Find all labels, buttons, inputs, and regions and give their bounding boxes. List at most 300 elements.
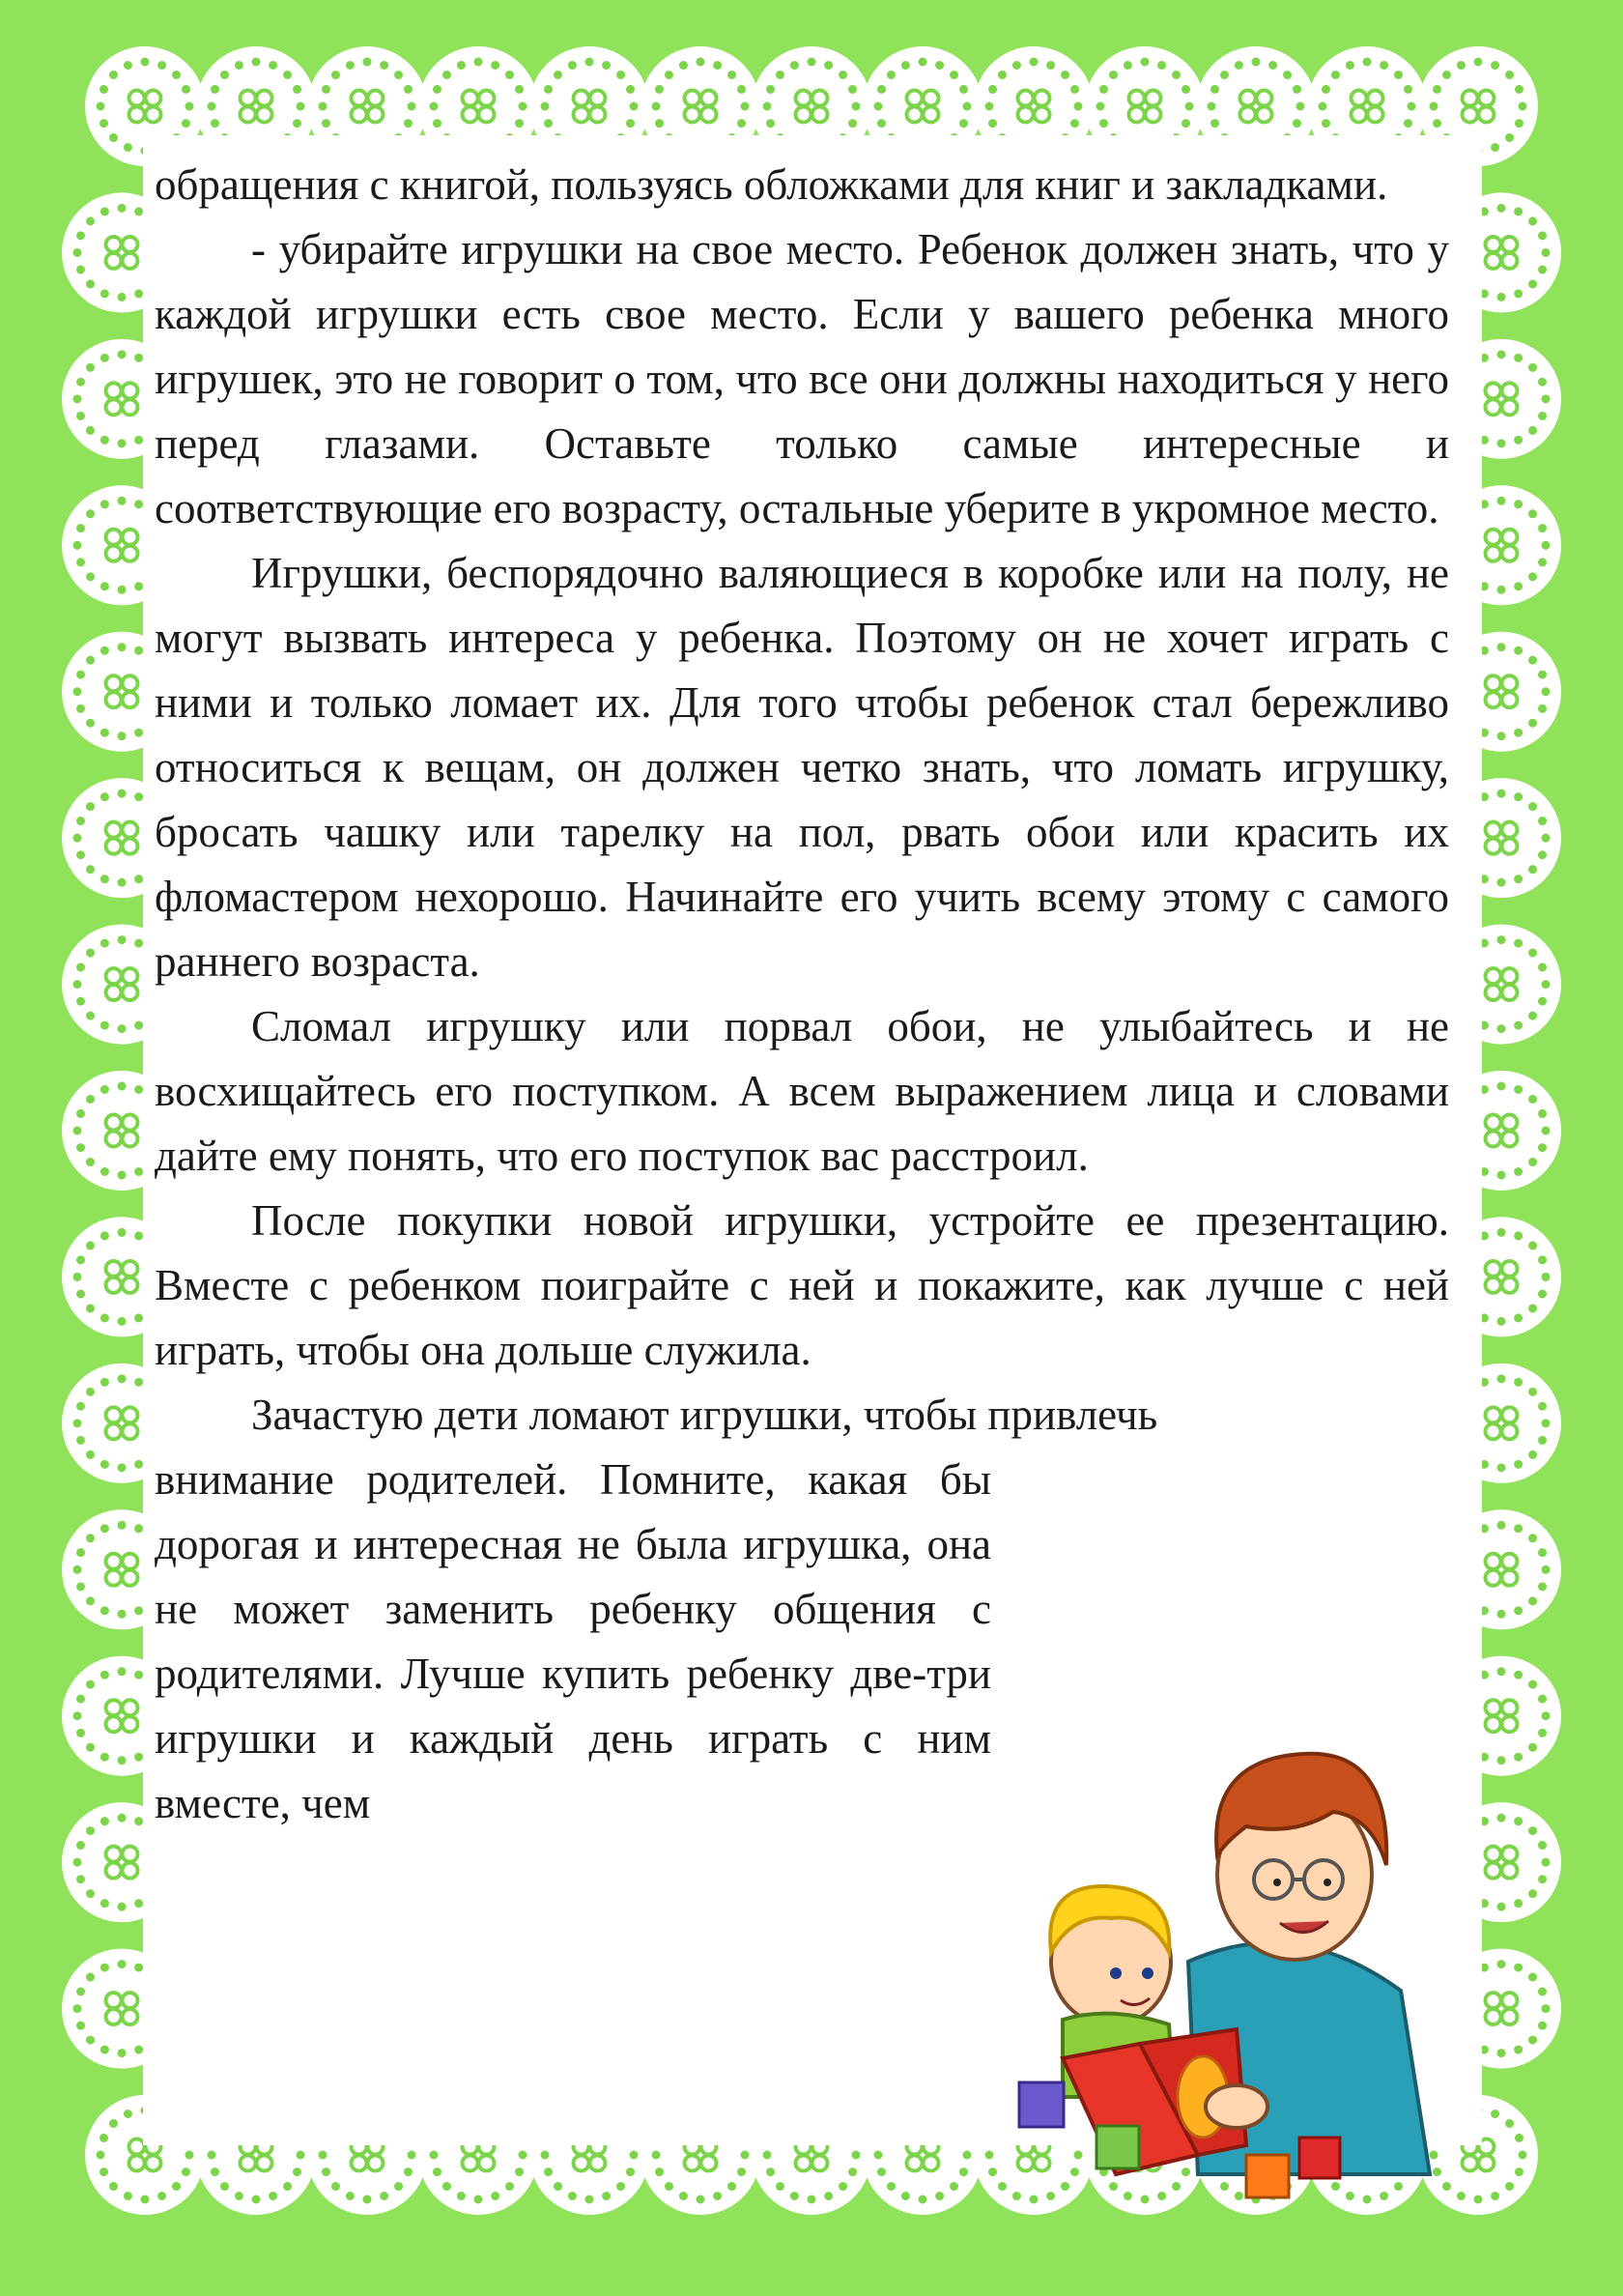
lace-dot (713, 2192, 722, 2200)
lace-dot (182, 2167, 190, 2176)
lace-dot (491, 61, 499, 70)
lace-dot (76, 1582, 85, 1591)
lace-dot (109, 2182, 118, 2191)
lace-dot (1497, 1960, 1506, 1968)
lace-dot (808, 2196, 816, 2204)
lace-dot (1519, 102, 1527, 111)
lace-dot (118, 1756, 127, 1765)
lace-dot (1497, 1521, 1506, 1530)
lace-dot (76, 412, 85, 420)
lace-dot (86, 1012, 95, 1020)
lace-dot (519, 2151, 527, 2160)
lace-dot (1505, 133, 1514, 142)
paragraph-1: обращения с книгой, пользуясь обложками для книг и закладками. (155, 160, 1388, 209)
lace-dot (76, 1255, 85, 1264)
lace-dot (76, 997, 85, 1006)
lace-dot (457, 61, 466, 70)
lace-dot (1497, 1171, 1506, 1180)
lace-dot (134, 939, 143, 948)
lace-dot (935, 2192, 944, 2200)
lace-dot (1538, 1402, 1547, 1411)
lace-dot (1542, 1711, 1551, 1720)
lace-dot (1528, 216, 1537, 225)
lace-dot (1538, 997, 1547, 1006)
lace-dot (319, 102, 327, 111)
lace-dot (73, 248, 82, 257)
lace-dot (100, 1899, 109, 1908)
lace-dot (541, 2151, 550, 2160)
lace-dot (134, 1524, 143, 1533)
lace-dot (124, 61, 132, 70)
lace-dot (76, 817, 85, 825)
lace-dot (737, 119, 746, 128)
lace-dot (208, 102, 216, 111)
lace-dot (505, 2182, 514, 2191)
lace-dot (727, 71, 736, 79)
lace-dot (1528, 1534, 1537, 1542)
lace-dot (1210, 119, 1219, 128)
lace-dot (1497, 878, 1506, 887)
lace-dot (100, 2046, 109, 2054)
lace-dot (1099, 85, 1108, 94)
lace-dot (86, 802, 95, 811)
lace-dot (100, 436, 109, 445)
lace-dot (1515, 2167, 1523, 2176)
lace-dot (86, 1826, 95, 1835)
lace-dot (824, 2192, 833, 2200)
lace-dot (252, 58, 261, 67)
lace-dot (73, 1858, 82, 1867)
lace-dot (1528, 363, 1537, 372)
lace-dot (790, 2192, 799, 2200)
lace-dot (118, 732, 127, 740)
lace-dot (100, 875, 109, 883)
lace-dot (1514, 729, 1523, 737)
lace-dot (182, 119, 190, 128)
lace-dot (76, 1436, 85, 1445)
lace-dot (293, 2167, 301, 2176)
lace-dot (1061, 71, 1069, 79)
lace-dot (86, 656, 95, 665)
lace-dot (1514, 939, 1523, 948)
lace-dot (679, 2192, 688, 2200)
lace-dot (1109, 71, 1118, 79)
lace-dot (76, 704, 85, 713)
lace-dot (73, 394, 82, 403)
lace-dot (1433, 85, 1441, 94)
lace-dot (134, 875, 143, 883)
lace-dot (118, 497, 127, 505)
lace-dot (100, 792, 109, 801)
lace-dot (331, 71, 340, 79)
lace-dot (919, 58, 927, 67)
lace-dot (157, 61, 166, 70)
lace-dot (363, 58, 372, 67)
lace-dot (491, 2192, 499, 2200)
lace-dot (457, 2192, 466, 2200)
lace-dot (118, 1171, 127, 1180)
lace-dot (1538, 558, 1547, 566)
lace-dot (86, 1304, 95, 1312)
lace-dot (269, 2192, 277, 2200)
lace-dot (134, 1964, 143, 1972)
lace-dot (269, 61, 277, 70)
lace-dot (1514, 792, 1523, 801)
lace-dot (1515, 2134, 1523, 2142)
lace-dot (544, 85, 553, 94)
lace-dot (1514, 1021, 1523, 1030)
lace-dot (848, 2167, 857, 2176)
lace-dot (679, 61, 688, 70)
lace-dot (118, 1610, 127, 1619)
lace-dot (766, 2167, 775, 2176)
lace-dot (848, 85, 857, 94)
lace-dot (1220, 71, 1229, 79)
lace-dot (172, 71, 181, 79)
lace-dot (118, 1374, 127, 1383)
lace-dot (554, 2182, 562, 2191)
lace-dot (76, 2022, 85, 2030)
lace-dot (76, 1143, 85, 1152)
lace-dot (118, 878, 127, 887)
lace-dot (1514, 289, 1523, 298)
lace-dot (737, 2167, 746, 2176)
lace-dot (118, 1082, 127, 1091)
lace-dot (86, 572, 95, 581)
lace-dot (626, 119, 635, 128)
lace-dot (1497, 350, 1506, 359)
lace-dot (76, 671, 85, 679)
lace-dot (1505, 2182, 1514, 2191)
lace-dot (322, 85, 330, 94)
lace-dot (1538, 704, 1547, 713)
lace-dot (1497, 439, 1506, 447)
lace-dot (1491, 2192, 1499, 2200)
lace-dot (363, 2196, 372, 2204)
lace-dot (737, 85, 746, 94)
lace-dot (616, 71, 625, 79)
lace-dot (100, 1378, 109, 1387)
lace-dot (220, 2182, 229, 2191)
lace-dot (1210, 85, 1219, 94)
lace-dot (1346, 61, 1354, 70)
lace-dot (134, 1021, 143, 1030)
lace-dot (1497, 935, 1506, 944)
lace-dot (1542, 1419, 1551, 1427)
lace-dot (134, 1753, 143, 1762)
lace-dot (118, 1667, 127, 1676)
lace-dot (76, 266, 85, 274)
lace-dot (134, 729, 143, 737)
lace-dot (874, 2151, 883, 2160)
lace-dot (1252, 58, 1261, 67)
lace-dot (877, 119, 886, 128)
lace-dot (86, 1889, 95, 1898)
lace-dot (1514, 1460, 1523, 1469)
lace-dot (1514, 582, 1523, 590)
lace-dot (134, 1167, 143, 1176)
lace-dot (322, 119, 330, 128)
lace-dot (100, 646, 109, 655)
lace-dot (1514, 1231, 1523, 1240)
lace-dot (100, 1671, 109, 1679)
lace-dot (1514, 1167, 1523, 1176)
lace-dot (852, 102, 861, 111)
lace-dot (118, 586, 127, 594)
lace-dot (1433, 119, 1441, 128)
lace-dot (76, 1987, 85, 1995)
lace-dot (1497, 1374, 1506, 1383)
lace-dot (776, 2182, 784, 2191)
lace-dot (1528, 1450, 1537, 1459)
lace-dot (86, 1743, 95, 1752)
lace-dot (1497, 1317, 1506, 1326)
lace-dot (1074, 102, 1083, 111)
lace-dot (157, 2192, 166, 2200)
lace-dot (73, 1273, 82, 1281)
lace-dot (1497, 2049, 1506, 2057)
lace-dot (76, 1290, 85, 1299)
lace-dot (568, 2192, 577, 2200)
lace-dot (1497, 1610, 1506, 1619)
lace-dot (515, 85, 524, 94)
lace-dot (839, 2182, 847, 2191)
lace-dot (1542, 394, 1551, 403)
lace-dot (959, 2167, 968, 2176)
lace-dot (1497, 1082, 1506, 1091)
lace-dot (76, 1402, 85, 1411)
lace-dot (963, 2151, 972, 2160)
lace-dot (134, 1313, 143, 1322)
lace-dot (297, 102, 305, 111)
lace-dot (1528, 1158, 1537, 1166)
lace-dot (848, 119, 857, 128)
lace-dot (100, 1021, 109, 1030)
lace-dot (86, 426, 95, 435)
lace-dot (1491, 61, 1499, 70)
lace-dot (1497, 497, 1506, 505)
lace-dot (1528, 509, 1537, 518)
lace-dot (86, 1241, 95, 1249)
lace-dot (118, 439, 127, 447)
lace-dot (118, 1317, 127, 1326)
lace-dot (100, 207, 109, 215)
lace-dot (1322, 85, 1330, 94)
lace-dot (118, 2049, 127, 2057)
lace-dot (73, 1419, 82, 1427)
lace-dot (109, 133, 118, 142)
lace-dot (433, 2167, 441, 2176)
lace-dot (1030, 58, 1039, 67)
lace-dot (1514, 875, 1523, 883)
lace-dot (1528, 802, 1537, 811)
lace-dot (100, 85, 108, 94)
lace-dot (1528, 719, 1537, 728)
lace-dot (86, 279, 95, 288)
lace-dot (1538, 1841, 1547, 1850)
lace-dot (935, 61, 944, 70)
lace-dot (1141, 58, 1150, 67)
lace-dot (1538, 1290, 1547, 1299)
lace-dot (877, 2167, 886, 2176)
paragraph-6-continued: внимание родителей. Помните, какая бы дорогая и интересная не была игрушка, она не может заменить ребенку общения с родителями. Лучше купить ребенку две-три игрушки и каждый день играть с ним вместе, чем (155, 1455, 991, 1827)
lace-dot (1172, 71, 1181, 79)
lace-dot (118, 293, 127, 301)
lace-dot (73, 1127, 82, 1135)
lace-dot (1505, 2119, 1514, 2128)
lace-dot (1404, 85, 1412, 94)
lace-dot (887, 71, 896, 79)
lace-dot (1096, 102, 1105, 111)
lace-dot (76, 1695, 85, 1704)
lace-dot (1497, 1667, 1506, 1676)
lace-dot (1538, 524, 1547, 532)
lace-dot (602, 61, 611, 70)
lace-dot (1070, 85, 1079, 94)
lace-dot (134, 1378, 143, 1387)
lace-dot (1528, 865, 1537, 874)
lace-dot (626, 85, 635, 94)
lace-dot (100, 289, 109, 298)
lace-dot (808, 58, 816, 67)
lace-dot (134, 1460, 143, 1469)
lace-dot (1283, 71, 1292, 79)
lace-dot (1322, 119, 1330, 128)
lace-dot (766, 119, 775, 128)
lace-dot (1124, 61, 1132, 70)
lace-dot (109, 71, 118, 79)
lace-dot (100, 1524, 109, 1533)
lace-dot (1538, 1875, 1547, 1883)
lace-dot (1491, 143, 1499, 152)
lace-dot (297, 2151, 305, 2160)
lace-dot (1542, 687, 1551, 696)
lace-dot (1497, 1228, 1506, 1237)
lace-dot (86, 1973, 95, 1982)
lace-dot (1528, 1241, 1537, 1249)
lace-dot (100, 500, 109, 508)
paragraph-3: Игрушки, беспорядочно валяющиеся в коробке или на полу, не могут вызвать интереса у ребенка. Поэтому он не хочет играть с ними и только ломает их. Для того чтобы ребенок стал бережливо относиться к вещам, он должен четко знать, что ломать игрушку, бросать чашку или тарелку на пол, рвать обои или красить их фломастером нехорошо. Начинайте его учить всему этому с самого раннего возраста. (155, 549, 1449, 986)
lace-dot (1528, 1596, 1537, 1605)
lace-dot (134, 582, 143, 590)
lace-dot (1538, 671, 1547, 679)
lace-dot (293, 119, 301, 128)
paragraph-5: После покупки новой игрушки, устройте ее презентацию. Вместе с ребенком поиграйте с ней и покажите, как лучше с ней играть, чтобы она дольше служила. (155, 1196, 1449, 1374)
lace-dot (741, 102, 750, 111)
lace-dot (100, 1231, 109, 1240)
lace-dot (919, 2196, 927, 2204)
lace-dot (86, 1680, 95, 1689)
lace-dot (515, 119, 524, 128)
lace-dot (1542, 1127, 1551, 1135)
lace-dot (1514, 646, 1523, 655)
lace-dot (1442, 71, 1451, 79)
lace-dot (839, 71, 847, 79)
lace-dot (235, 61, 243, 70)
lace-dot (86, 2036, 95, 2045)
paragraph-4: Сломал игрушку или порвал обои, не улыбайтесь и не восхищайтесь его поступком. А всем выражением лица и словами дайте ему понять, что его поступок вас расстроил. (155, 1002, 1449, 1180)
lace-dot (1515, 85, 1523, 94)
lace-dot (985, 102, 994, 111)
lace-dot (1514, 354, 1523, 362)
lace-dot (100, 1085, 109, 1094)
lace-dot (134, 1231, 143, 1240)
lace-dot (118, 1024, 127, 1033)
lace-dot (1497, 586, 1506, 594)
lace-dot (1538, 1695, 1547, 1704)
lace-dot (1519, 2151, 1527, 2160)
lace-dot (118, 204, 127, 213)
lace-dot (100, 729, 109, 737)
lace-dot (76, 1875, 85, 1883)
lace-dot (1542, 541, 1551, 550)
lace-dot (118, 1960, 127, 1968)
lace-dot (252, 2196, 261, 2204)
lace-dot (1497, 1024, 1506, 1033)
lace-dot (1514, 500, 1523, 508)
lace-dot (76, 231, 85, 240)
lace-dot (1331, 71, 1340, 79)
lace-dot (1099, 119, 1108, 128)
lace-dot (1514, 1313, 1523, 1322)
lace-dot (76, 558, 85, 566)
lace-dot (73, 1565, 82, 1574)
lace-dot (97, 2151, 105, 2160)
lace-dot (124, 2192, 132, 2200)
lace-dot (86, 719, 95, 728)
lace-dot (100, 939, 109, 948)
lace-dot (1528, 1388, 1537, 1396)
lace-dot (1497, 789, 1506, 798)
lace-dot (100, 1817, 109, 1825)
lace-dot (380, 61, 388, 70)
paragraph-2: - убирайте игрушки на свое место. Ребенок должен знать, что у каждой игрушки есть свое место. Если у вашего ребенка много игрушек, это не говорит о том, что все они должны находиться у него перед глазами. Оставьте только самые интересные и соответствующие его возрасту, остальные уберите в укромное место. (155, 225, 1449, 532)
lace-dot (1514, 436, 1523, 445)
lace-dot (1497, 643, 1506, 651)
lace-dot (1514, 1085, 1523, 1094)
lace-dot (652, 2151, 661, 2160)
lace-dot (404, 119, 413, 128)
lace-dot (1046, 61, 1055, 70)
lace-dot (790, 61, 799, 70)
lace-dot (1394, 71, 1403, 79)
lace-dot (1505, 71, 1514, 79)
lace-dot (346, 2192, 355, 2200)
lace-dot (141, 2196, 150, 2204)
lace-dot (100, 1606, 109, 1615)
lace-dot (134, 1817, 143, 1825)
lace-dot (100, 1313, 109, 1322)
lace-dot (988, 85, 997, 94)
lace-dot (1182, 85, 1190, 94)
lace-dot (211, 2167, 219, 2176)
lace-dot (1514, 1964, 1523, 1972)
lace-dot (1542, 248, 1551, 257)
lace-dot (76, 850, 85, 859)
lace-dot (235, 2192, 243, 2200)
lace-dot (1538, 817, 1547, 825)
lace-dot (544, 2167, 553, 2176)
lace-dot (86, 1095, 95, 1104)
lace-dot (959, 119, 968, 128)
lace-dot (1538, 1255, 1547, 1264)
lace-dot (665, 71, 673, 79)
lace-dot (172, 2182, 181, 2191)
lace-dot (134, 1671, 143, 1679)
lace-dot (124, 143, 132, 152)
lace-dot (118, 1463, 127, 1472)
lace-dot (1497, 1463, 1506, 1472)
